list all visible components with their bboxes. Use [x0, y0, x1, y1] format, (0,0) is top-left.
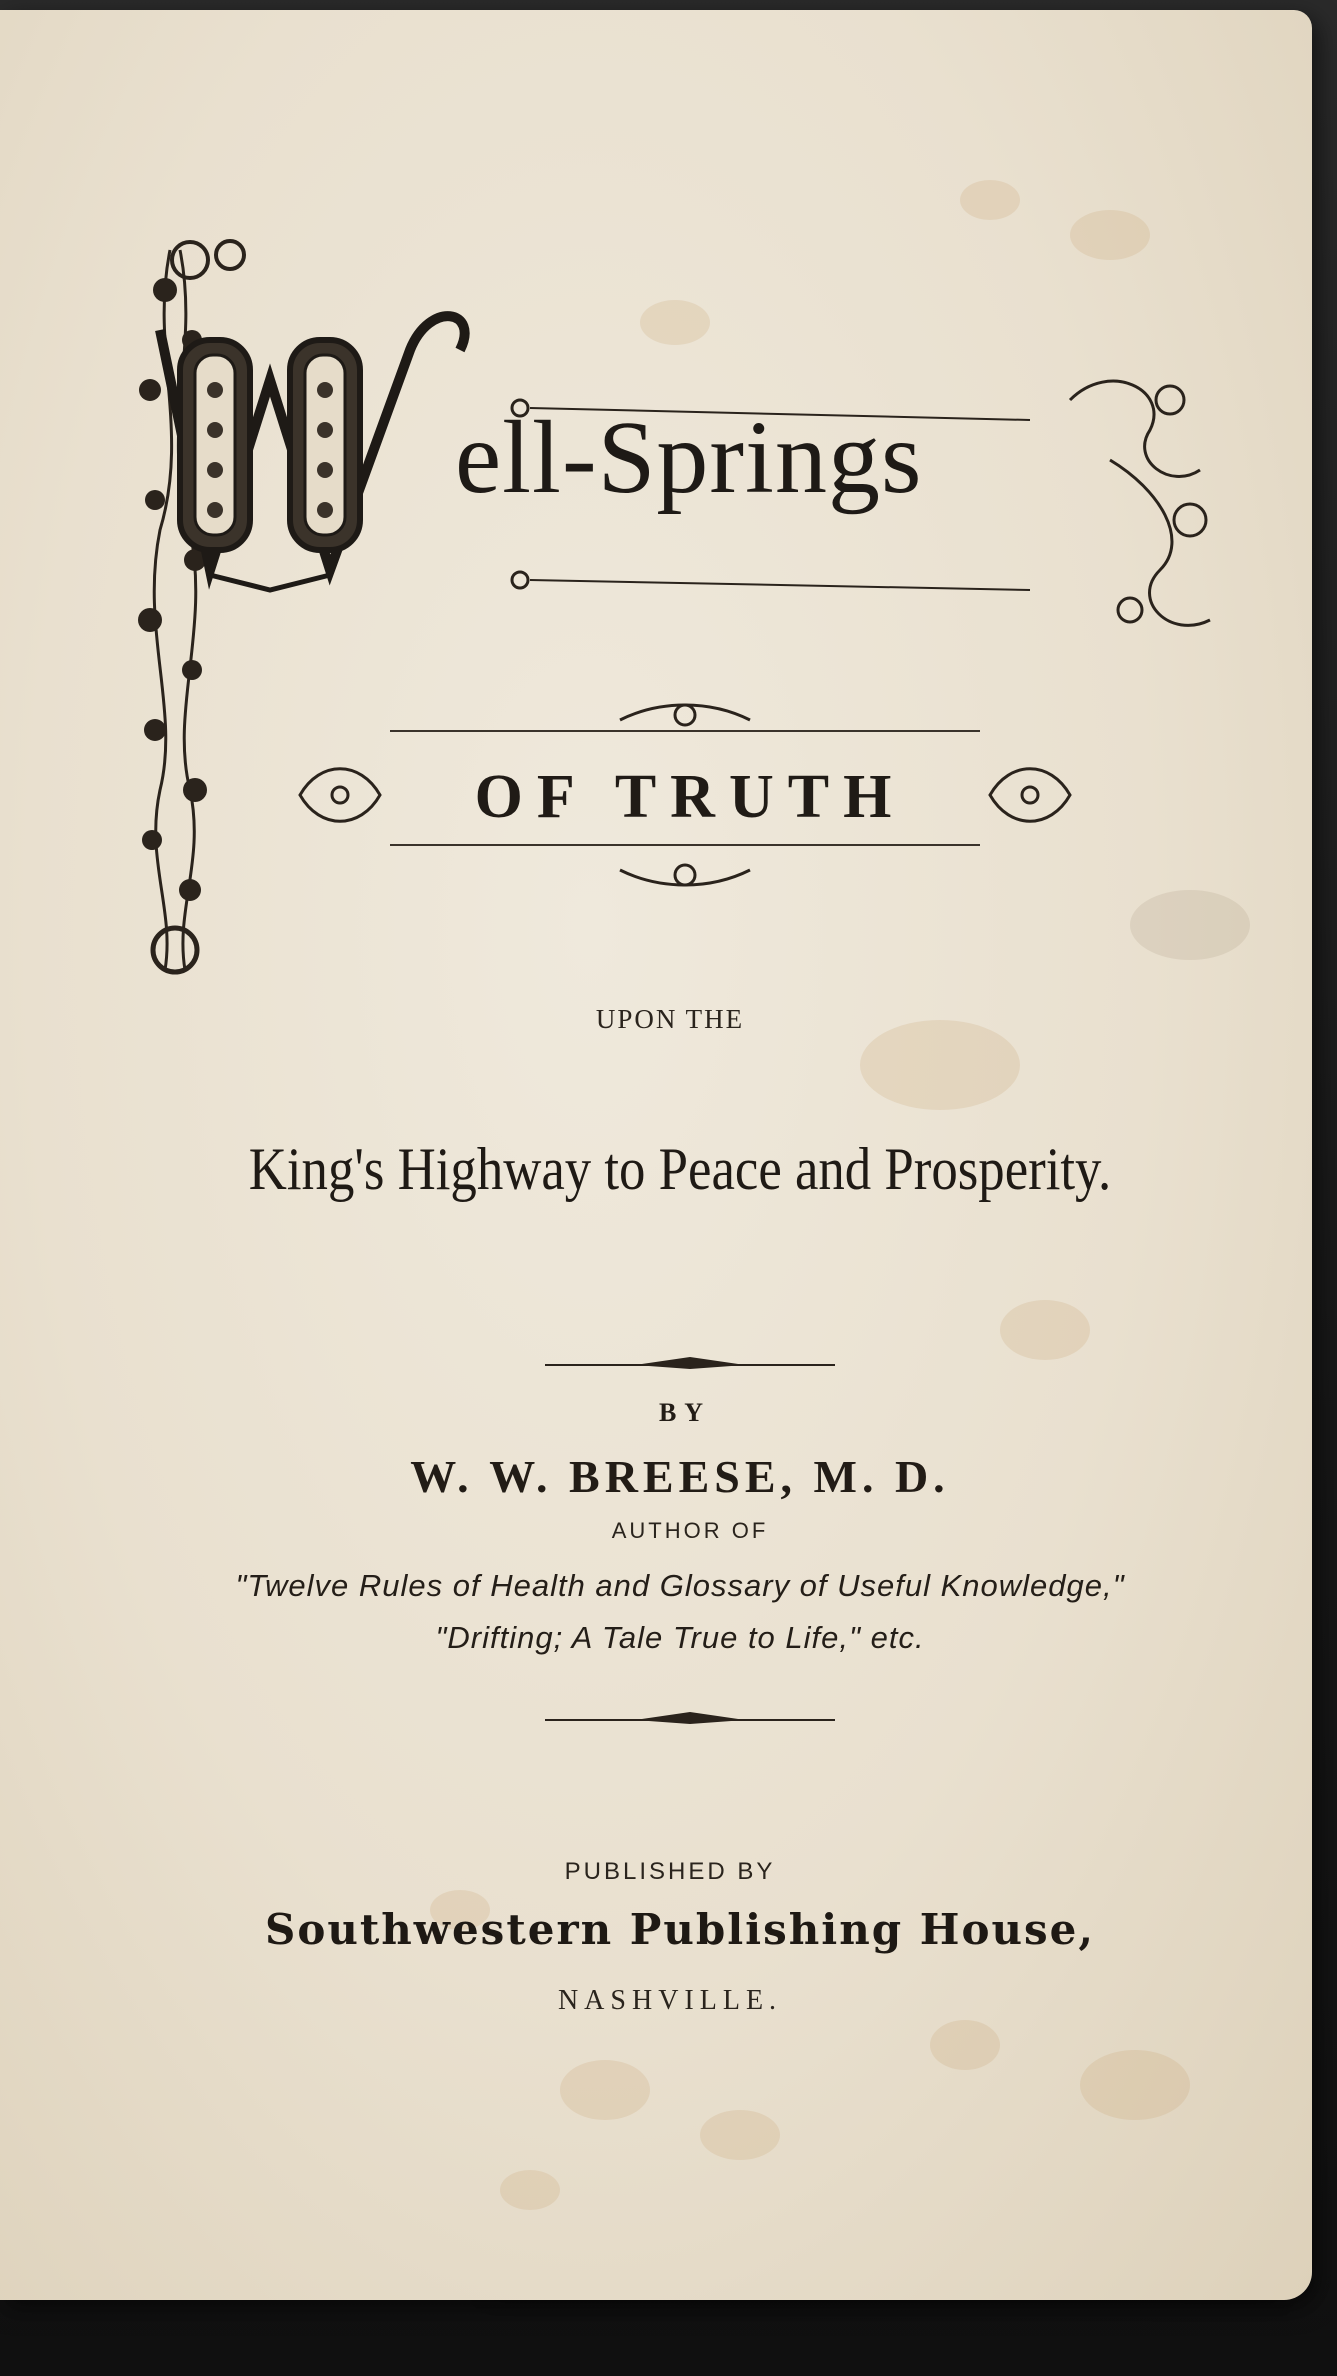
- published-by-label: PUBLISHED BY: [564, 1858, 776, 1885]
- publisher-city: NASHVILLE.: [557, 1985, 783, 2016]
- publisher-name: Southwestern Publishing House,: [264, 1905, 1096, 1954]
- previous-work-2: "Drifting; A Tale True to Life," etc.: [435, 1620, 925, 1655]
- by-label: BY: [658, 1398, 712, 1427]
- author-name: W. W. BREESE, M. D.: [410, 1451, 950, 1502]
- author-of-label: AUTHOR OF: [611, 1518, 769, 1543]
- previous-work-1: "Twelve Rules of Health and Glossary of Useful Knowledge,": [235, 1568, 1125, 1603]
- rule-ornament-icon: [545, 1710, 835, 1730]
- scroll-flourish-icon: [1070, 381, 1210, 625]
- book-title: ell-Springs: [455, 400, 923, 515]
- rule-ornament-icon: [545, 1355, 835, 1375]
- tagline: King's Highway to Peace and Prosperity.: [248, 1136, 1112, 1202]
- connector-text: UPON THE: [595, 1004, 745, 1034]
- initial-letter-w: [160, 316, 465, 570]
- subtitle: OF TRUTH: [474, 763, 906, 831]
